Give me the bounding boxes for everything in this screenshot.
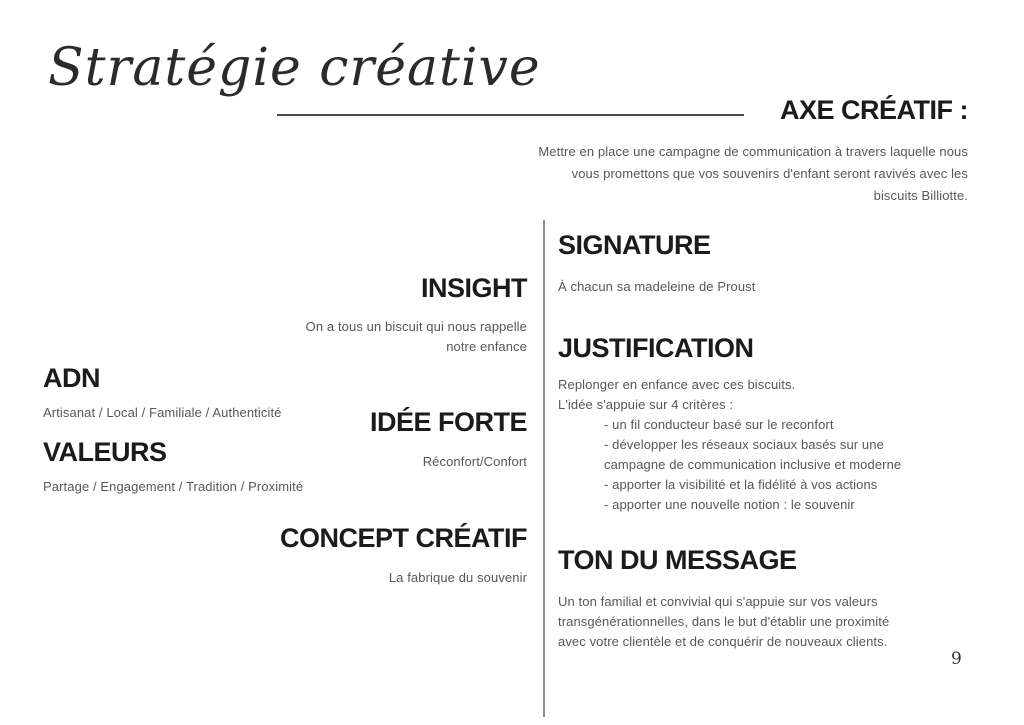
justification-bullet: - apporter la visibilité et la fidélité à vos actions <box>604 477 878 492</box>
ton-du-message-body: Un ton familial et convivial qui s'appuie sur vos valeurs transgénérationnelles, dans le but d'établir une proximité avec votre clientèle et de conquérir de nouveaux clients. <box>558 594 890 649</box>
signature-heading: SIGNATURE <box>558 230 711 260</box>
justification-heading: JUSTIFICATION <box>558 333 754 363</box>
title-underline-rule <box>277 114 744 116</box>
page-title: Stratégie créative <box>48 38 541 98</box>
adn-heading: ADN <box>43 363 100 393</box>
justification-bullet: - développer les réseaux sociaux basés sur une campagne de communication inclusive et moderne <box>604 437 902 472</box>
insight-body: On a tous un biscuit qui nous rappelle notre enfance <box>305 319 527 354</box>
adn-body: Artisanat / Local / Familiale / Authenticité <box>43 405 282 420</box>
page-number: 9 <box>951 649 962 669</box>
ton-du-message-heading: TON DU MESSAGE <box>558 545 797 575</box>
axe-creatif-heading: AXE CRÉATIF : <box>780 95 968 125</box>
concept-creatif-heading: CONCEPT CRÉATIF <box>280 523 527 553</box>
concept-creatif-body: La fabrique du souvenir <box>388 570 527 585</box>
justification-bullet: - un fil conducteur basé sur le reconfort <box>604 417 834 432</box>
justification-intro-line: Replonger en enfance avec ces biscuits. <box>558 377 796 392</box>
justification-body <box>558 375 910 515</box>
signature-body: À chacun sa madeleine de Proust <box>558 279 756 294</box>
insight-heading: INSIGHT <box>420 273 527 303</box>
justification-bullet: - apporter une nouvelle notion : le souvenir <box>604 497 855 512</box>
axe-creatif-body: Mettre en place une campagne de communication à travers laquelle nous vous promettons que vos souvenirs d'enfant seront ravivés avec les biscuits Billiotte. <box>538 144 968 203</box>
valeurs-body: Partage / Engagement / Tradition / Proximité <box>43 479 304 494</box>
justification-intro-line: L'idée s'appuie sur 4 critères : <box>558 397 734 412</box>
valeurs-heading: VALEURS <box>43 437 167 467</box>
vertical-divider-rule <box>543 220 545 717</box>
idee-forte-body: Réconfort/Confort <box>422 454 527 469</box>
idee-forte-heading: IDÉE FORTE <box>369 407 527 437</box>
